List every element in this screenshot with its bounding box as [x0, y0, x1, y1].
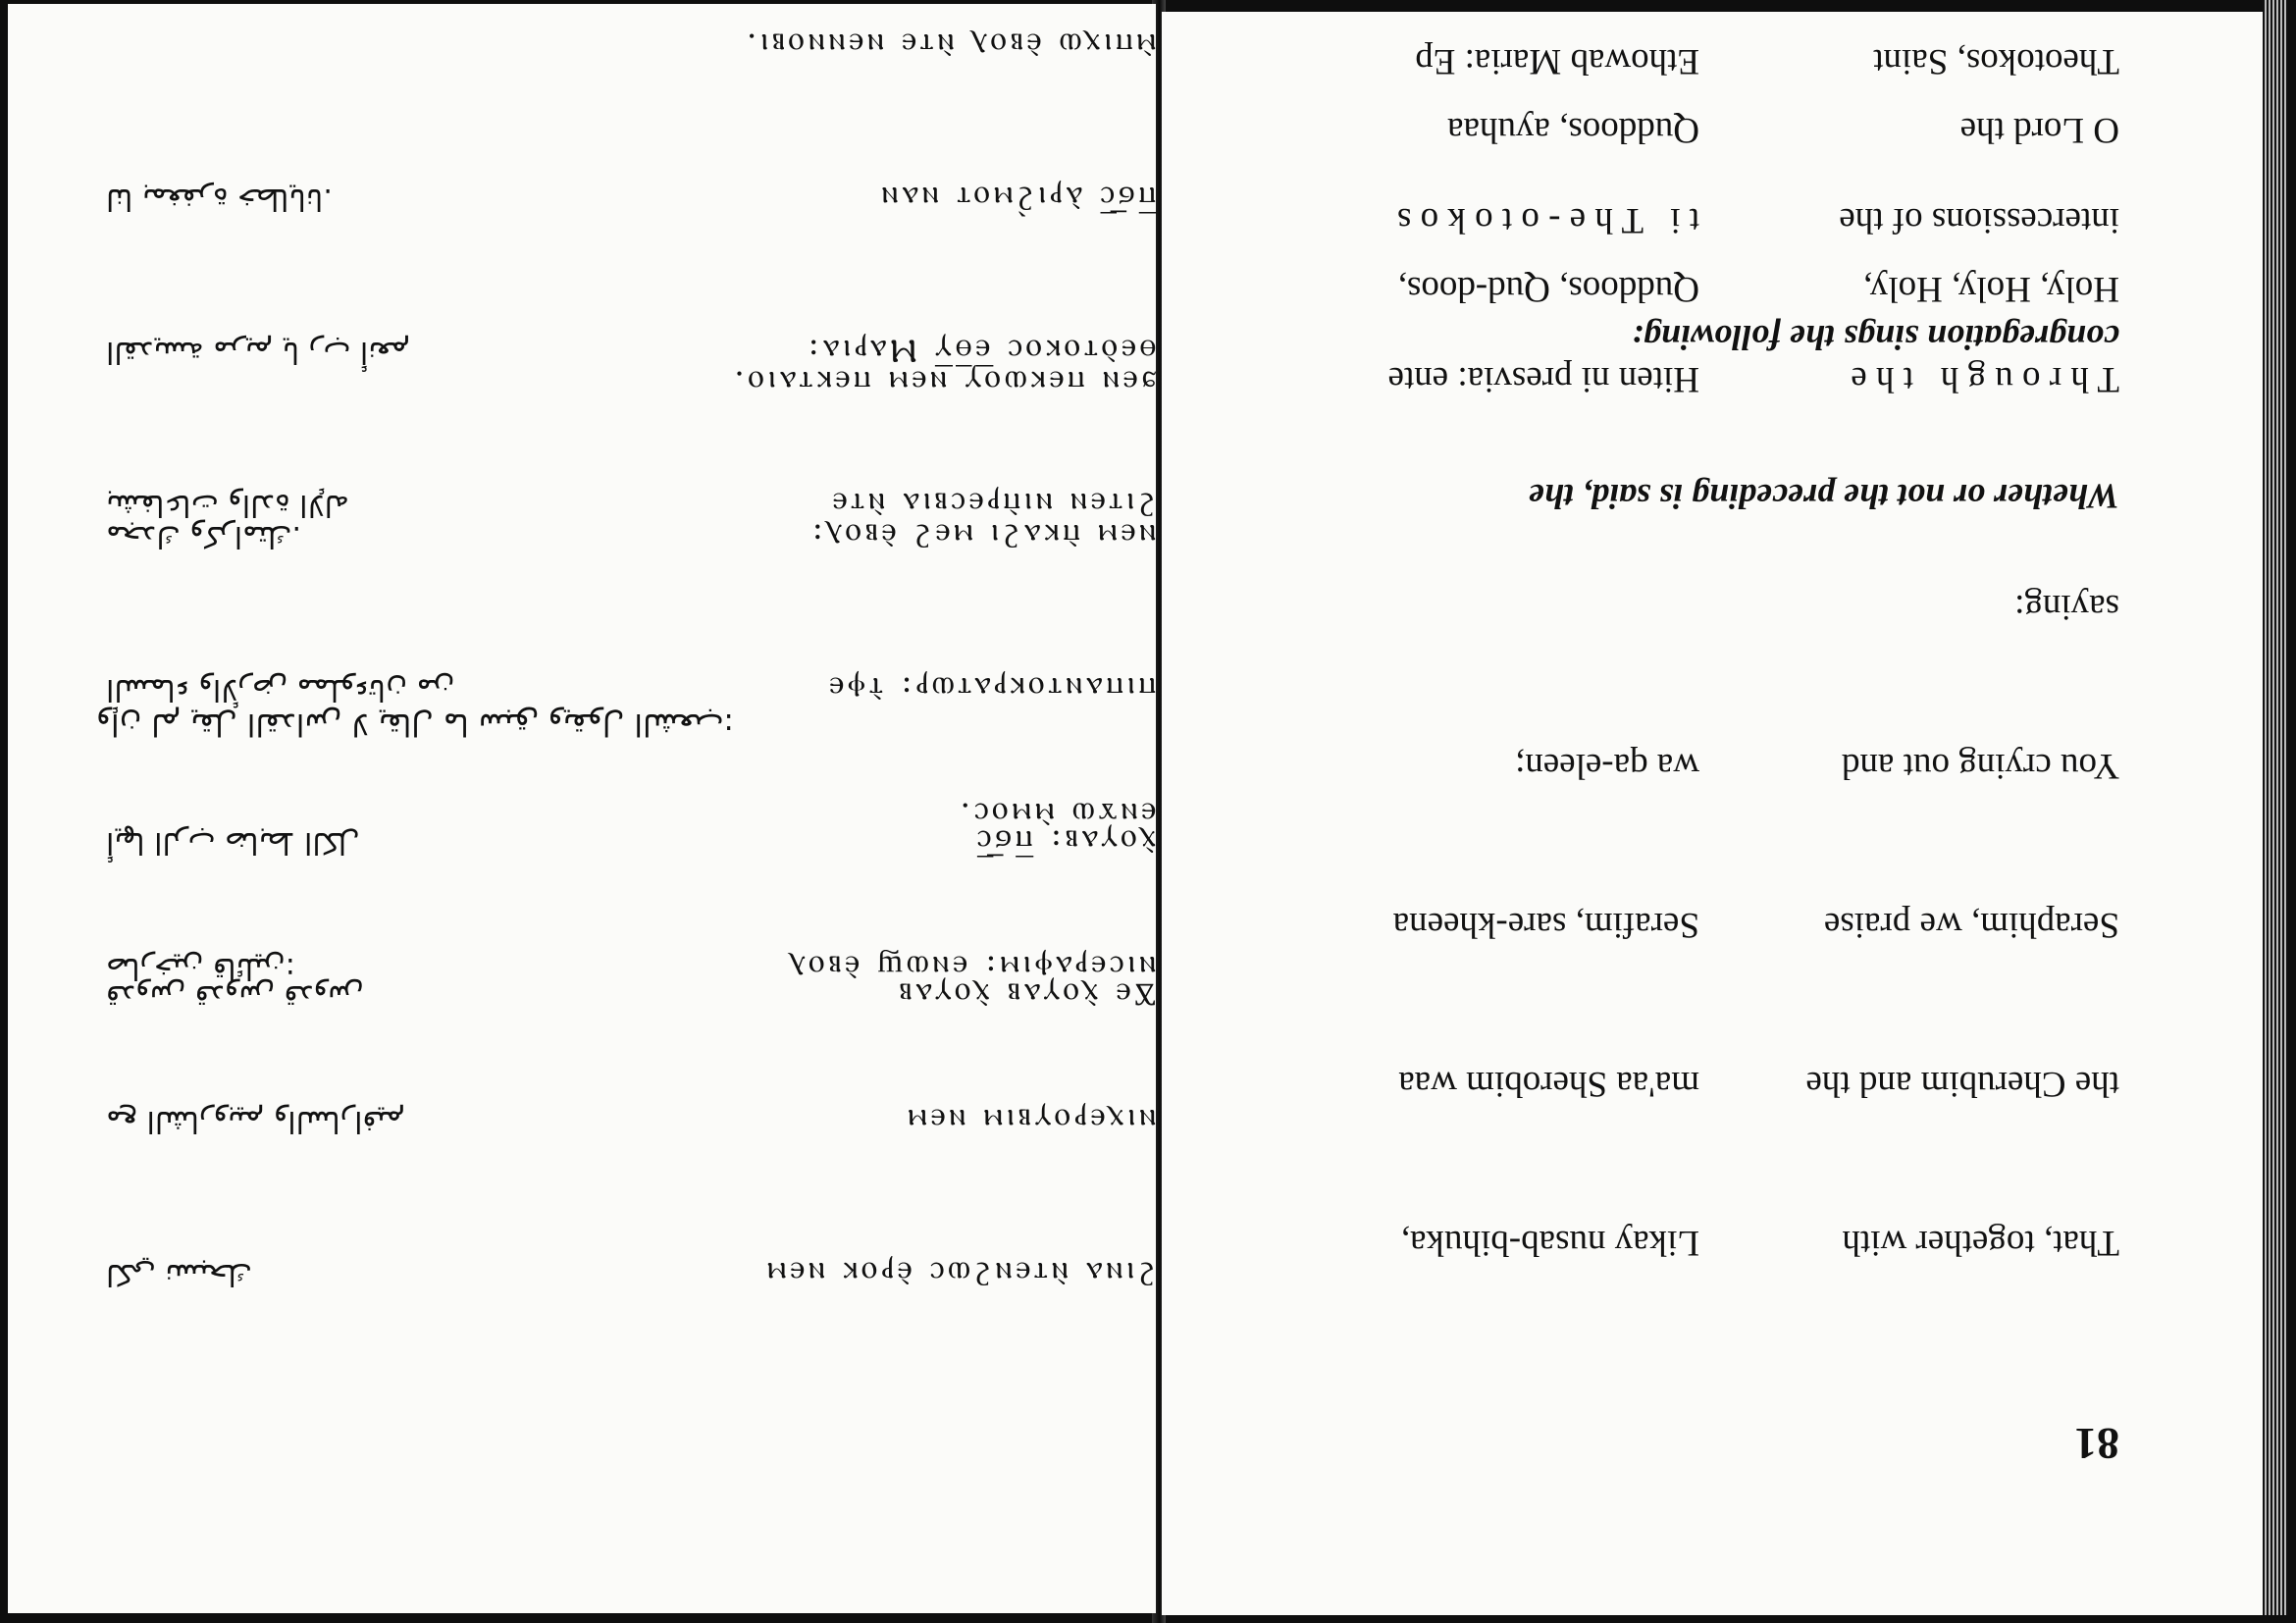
rubric-line: Whether or not the preceding is said, the: [1528, 477, 2119, 516]
coptic-line: ⲡ̅ϭ̅ⲥ̅ ⲁ̀ⲣⲓϩ̀ⲙⲟⲧ ⲛⲁⲛ: [877, 180, 1156, 218]
coptic-line: ⲉⲛϫⲱ ⲙ̀ⲙⲟⲥ.: [956, 796, 1156, 834]
text-line: ma'aa Sherobim waa: [1398, 1064, 1699, 1104]
text-line: t i T h e - o t o k o s: [1397, 200, 1699, 240]
page-edge: [2263, 0, 2288, 1615]
arabic-line: لكي نسبحك: [106, 1257, 253, 1291]
text-line: wa qa-eleen;: [1515, 746, 1699, 786]
coptic-line: ϧⲉⲛ ⲡⲉⲕⲱⲟⲩ ⲛⲉⲙ ⲡⲉⲕⲧⲁⲓⲟ.: [730, 364, 1156, 402]
text-line: Theotokos, Saint: [1873, 41, 2119, 81]
arabic-line: السماء والأرض مملوءتان من: [106, 672, 455, 707]
arabic-line: بشفاعات والدة الإله: [106, 488, 349, 522]
coptic-line: ⲙ̀ⲡⲓⲭⲱ ⲉ̀ⲃⲟⲗ ⲛ̀ⲧⲉ ⲛⲉⲛⲛⲟⲃⲓ.: [742, 26, 1156, 65]
arabic-line: صارخين قائلين:: [106, 951, 295, 985]
text-line: Quddoos, ayuhaa: [1447, 110, 1699, 150]
coptic-line: ⲛⲓⲥⲉⲣⲁⲫⲓⲙ: ⲉⲛⲱϣ ⲉ̀ⲃⲟⲗ: [786, 949, 1156, 987]
coptic-line: ⲑⲉⲟ̀ⲧⲟⲕⲟⲥ ⲉ̅ⲑ̅ⲩ̅ Ⲙⲁⲣⲓⲁ:: [804, 333, 1156, 371]
arabic-line: مع الشاروبيم والسارافيم: [106, 1104, 405, 1138]
coptic-line: ϩⲓⲧⲉⲛ ⲛⲓⲡ̀ⲣⲉⲥⲃⲓⲁ ⲛ̀ⲧⲉ: [828, 486, 1156, 524]
coptic-block-3: [743, 0, 1156, 632]
coptic-line: ⲭ̀ⲟⲩⲁⲃ: ⲡ̅ϭ̅ⲥ̅: [972, 823, 1156, 862]
text-line: Holy, Holy, Holy,: [1862, 269, 2119, 309]
coptic-line: ⲡⲓⲡⲁⲛⲧⲟⲕⲣⲁⲧⲱⲣ: ⲧ̀ⲫⲉ: [825, 670, 1156, 708]
page-81: [1162, 12, 2288, 1615]
coptic-line: ⲛⲉⲙ ⲡ̀ⲕⲁϩⲓ ⲙⲉϩ ⲉ̀ⲃⲟⲗ:: [808, 517, 1156, 555]
arabic-line: القديسة مريم يا رب أنعم: [106, 335, 411, 369]
arabic-line: لنا بمغفرة خطايانا.: [106, 182, 333, 216]
coptic-line: ⲛⲓⲭⲉⲣⲟⲩⲃⲓⲙ ⲛⲉⲙ: [904, 1102, 1156, 1140]
text-line: You crying out and: [1842, 746, 2119, 786]
english-column-2: [1818, 0, 2119, 511]
transliteration-column-2: [1388, 0, 1699, 511]
text-line: Hiten ni presvia: ente: [1387, 359, 1699, 399]
text-line: Quddoos, Qud-doos,: [1397, 269, 1699, 309]
text-line: Seraphim, we praise: [1823, 905, 2119, 945]
coptic-line: ϩⲓⲛⲁ ⲛ̀ⲧⲉⲛϩⲱⲥ ⲉ̀ⲣⲟⲕ ⲛⲉⲙ: [762, 1255, 1156, 1293]
text-line: Serafim, sare-kheena: [1392, 905, 1699, 945]
arabic-line: قدوس قدوس قدوس: [106, 978, 364, 1013]
coptic-arabic-page: [8, 4, 1156, 1613]
text-line: intercessions of the: [1839, 200, 2119, 240]
page-number: 81: [2074, 1419, 2119, 1469]
text-line: T h r o u g h t h e: [1851, 359, 2119, 399]
coptic-line: Ϫⲉ ⲭ̀ⲟⲩⲁⲃ ⲭ̀ⲟⲩⲁⲃ: [895, 976, 1156, 1015]
text-line: O Lord the: [1959, 110, 2119, 150]
text-line: Ethowab Maria: Ep: [1415, 41, 1699, 81]
arabic-line: أيها الرب ضابط الكل: [106, 825, 360, 860]
rubric-line: congregation sings the following:: [1631, 318, 2119, 357]
arabic-block-3: [106, 71, 567, 632]
text-line: saying:: [2014, 587, 2119, 627]
text-line: Likay nusab-bihuka,: [1400, 1223, 1699, 1263]
arabic-line: مجدك وكرامتك.: [106, 519, 302, 553]
text-line: the Cherubim and the: [1805, 1064, 2119, 1104]
arabic-rubric: وإن لم يقل القداس لا يقال ما سبق ويقول الشعب:: [96, 707, 734, 742]
text-line: That, together with: [1842, 1223, 2119, 1263]
